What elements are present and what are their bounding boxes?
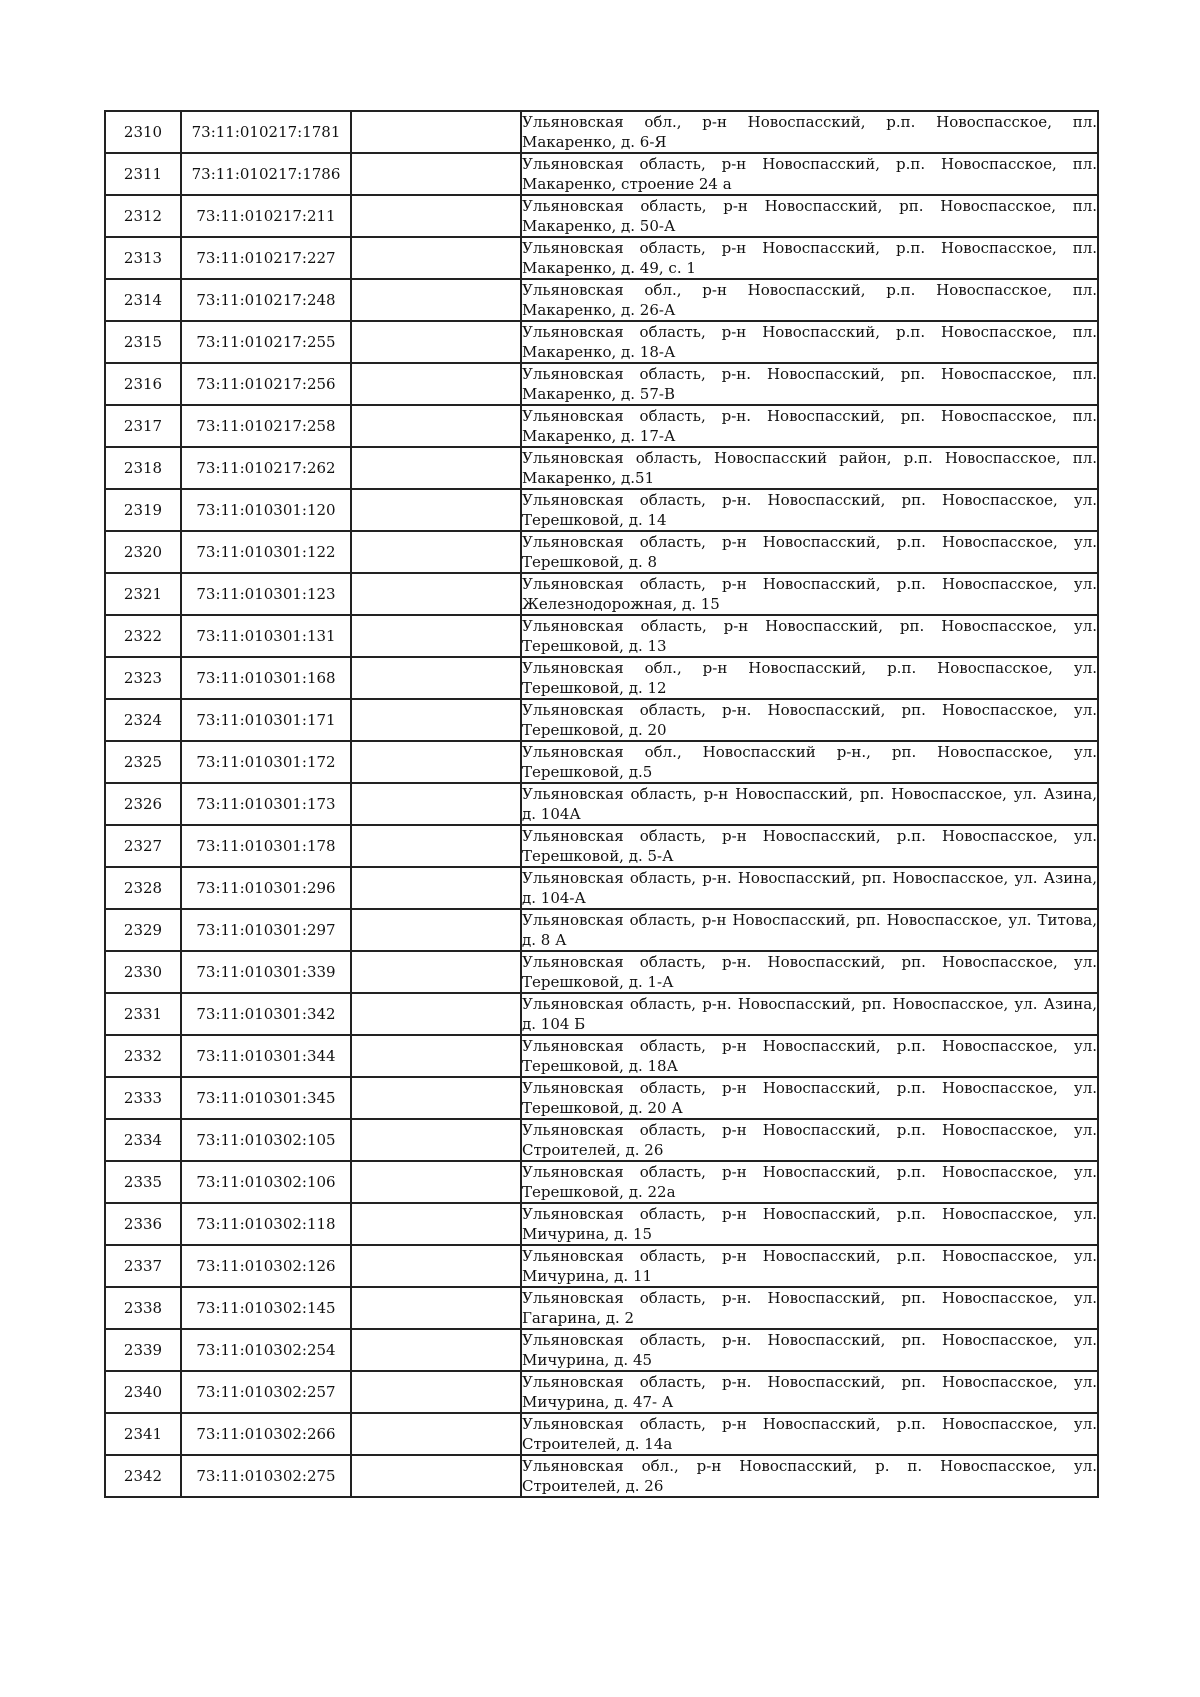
table-row — [105, 405, 1098, 447]
table-row — [105, 993, 1098, 1035]
table-row — [105, 447, 1098, 489]
table-row — [105, 825, 1098, 867]
table-row — [105, 1245, 1098, 1287]
table-row — [105, 1413, 1098, 1455]
row-number-cell: 2325 — [105, 741, 181, 783]
empty-cell — [351, 825, 521, 867]
cadastral-number-cell: 73:11:010217:1786 — [181, 153, 351, 195]
table-row — [105, 153, 1098, 195]
cadastral-number-cell: 73:11:010301:296 — [181, 867, 351, 909]
address-cell: Ульяновская область, р-н. Новоспасский, рп. Новоспасское, пл. Макаренко, д. 17-А — [522, 407, 1097, 445]
empty-cell — [351, 1077, 521, 1119]
row-number-cell: 2310 — [105, 111, 181, 153]
address-cell: Ульяновская область, р-н Новоспасский, р.п. Новоспасское, ул. Терешковой, д. 8 — [522, 533, 1097, 571]
address-cell: Ульяновская область, р-н. Новоспасский, рп. Новоспасское, ул. Азина, д. 104-А — [522, 869, 1097, 907]
cadastral-number-cell: 73:11:010301:344 — [181, 1035, 351, 1077]
empty-cell — [351, 1413, 521, 1455]
address-cell: Ульяновская область, р-н Новоспасский, р.п. Новоспасское, ул. Мичурина, д. 15 — [522, 1205, 1097, 1243]
row-number-cell: 2312 — [105, 195, 181, 237]
cadastral-number-cell: 73:11:010302:118 — [181, 1203, 351, 1245]
address-cell: Ульяновская обл., р-н Новоспасский, р. п. Новоспасское, ул. Строителей, д. 26 — [522, 1457, 1097, 1495]
row-number-cell: 2328 — [105, 867, 181, 909]
address-cell: Ульяновская область, р-н. Новоспасский, рп. Новоспасское, ул. Терешковой, д. 20 — [522, 701, 1097, 739]
row-number-cell: 2316 — [105, 363, 181, 405]
table-body — [105, 111, 1098, 1497]
table-row — [105, 363, 1098, 405]
table-row — [105, 1161, 1098, 1203]
empty-cell — [351, 615, 521, 657]
address-cell: Ульяновская область, р-н Новоспасский, р.п. Новоспасское, пл. Макаренко, д. 49, с. 1 — [522, 239, 1097, 277]
empty-cell — [351, 1371, 521, 1413]
row-number-cell: 2333 — [105, 1077, 181, 1119]
row-number-cell: 2342 — [105, 1455, 181, 1497]
row-number-cell: 2327 — [105, 825, 181, 867]
table-row — [105, 1119, 1098, 1161]
address-cell: Ульяновская область, р-н Новоспасский, рп. Новоспасское, ул. Азина, д. 104А — [522, 785, 1097, 823]
empty-cell — [351, 405, 521, 447]
table-row — [105, 237, 1098, 279]
empty-cell — [351, 867, 521, 909]
table-row — [105, 1203, 1098, 1245]
cadastral-number-cell: 73:11:010302:106 — [181, 1161, 351, 1203]
row-number-cell: 2322 — [105, 615, 181, 657]
row-number-cell: 2330 — [105, 951, 181, 993]
row-number-cell: 2338 — [105, 1287, 181, 1329]
row-number-cell: 2313 — [105, 237, 181, 279]
address-cell: Ульяновская область, р-н Новоспасский, р.п. Новоспасское, ул. Строителей, д. 14а — [522, 1415, 1097, 1453]
address-cell: Ульяновская область, р-н. Новоспасский, рп. Новоспасское, ул. Азина, д. 104 Б — [522, 995, 1097, 1033]
address-cell: Ульяновская область, р-н Новоспасский, рп. Новоспасское, пл. Макаренко, д. 50-А — [522, 197, 1097, 235]
address-cell: Ульяновская область, р-н Новоспасский, рп. Новоспасское, ул. Титова, д. 8 А — [522, 911, 1097, 949]
empty-cell — [351, 1329, 521, 1371]
cadastral-number-cell: 73:11:010217:248 — [181, 279, 351, 321]
empty-cell — [351, 1161, 521, 1203]
empty-cell — [351, 951, 521, 993]
address-cell: Ульяновская область, р-н Новоспасский, р.п. Новоспасское, ул. Железнодорожная, д. 15 — [522, 575, 1097, 613]
empty-cell — [351, 279, 521, 321]
cadastral-number-cell: 73:11:010301:178 — [181, 825, 351, 867]
empty-cell — [351, 783, 521, 825]
table-row — [105, 1287, 1098, 1329]
row-number-cell: 2331 — [105, 993, 181, 1035]
row-number-cell: 2341 — [105, 1413, 181, 1455]
address-cell: Ульяновская область, р-н Новоспасский, р.п. Новоспасское, ул. Мичурина, д. 11 — [522, 1247, 1097, 1285]
empty-cell — [351, 909, 521, 951]
cadastral-number-cell: 73:11:010217:258 — [181, 405, 351, 447]
row-number-cell: 2332 — [105, 1035, 181, 1077]
cadastral-number-cell: 73:11:010302:266 — [181, 1413, 351, 1455]
row-number-cell: 2320 — [105, 531, 181, 573]
cadastral-number-cell: 73:11:010301:297 — [181, 909, 351, 951]
address-cell: Ульяновская область, р-н. Новоспасский, рп. Новоспасское, ул. Мичурина, д. 47- А — [522, 1373, 1097, 1411]
table-row — [105, 909, 1098, 951]
table-row — [105, 783, 1098, 825]
table-row — [105, 1455, 1098, 1497]
row-number-cell: 2318 — [105, 447, 181, 489]
row-number-cell: 2337 — [105, 1245, 181, 1287]
address-cell: Ульяновская область, р-н Новоспасский, р.п. Новоспасское, ул. Терешковой, д. 22а — [522, 1163, 1097, 1201]
address-cell: Ульяновская область, р-н Новоспасский, р.п. Новоспасское, ул. Терешковой, д. 18А — [522, 1037, 1097, 1075]
address-cell: Ульяновская область, р-н. Новоспасский, рп. Новоспасское, ул. Терешковой, д. 1-А — [522, 953, 1097, 991]
cadastral-number-cell: 73:11:010301:339 — [181, 951, 351, 993]
row-number-cell: 2340 — [105, 1371, 181, 1413]
table-row — [105, 615, 1098, 657]
empty-cell — [351, 1119, 521, 1161]
table-row — [105, 741, 1098, 783]
table-row — [105, 279, 1098, 321]
address-cell: Ульяновская область, р-н Новоспасский, р.п. Новоспасское, пл. Макаренко, д. 18-А — [522, 323, 1097, 361]
row-number-cell: 2329 — [105, 909, 181, 951]
address-cell: Ульяновская область, р-н Новоспасский, р.п. Новоспасское, ул. Строителей, д. 26 — [522, 1121, 1097, 1159]
cadastral-number-cell: 73:11:010302:126 — [181, 1245, 351, 1287]
address-cell: Ульяновская обл., р-н Новоспасский, р.п. Новоспасское, ул. Терешковой, д. 12 — [522, 659, 1097, 697]
empty-cell — [351, 1245, 521, 1287]
row-number-cell: 2336 — [105, 1203, 181, 1245]
address-cell: Ульяновская область, р-н Новоспасский, рп. Новоспасское, ул. Терешковой, д. 13 — [522, 617, 1097, 655]
empty-cell — [351, 699, 521, 741]
empty-cell — [351, 1287, 521, 1329]
empty-cell — [351, 993, 521, 1035]
address-cell: Ульяновская область, р-н. Новоспасский, рп. Новоспасское, ул. Терешковой, д. 14 — [522, 491, 1097, 529]
cadastral-registry-table — [104, 110, 1099, 1498]
cadastral-number-cell: 73:11:010301:173 — [181, 783, 351, 825]
cadastral-number-cell: 73:11:010301:123 — [181, 573, 351, 615]
cadastral-number-cell: 73:11:010301:345 — [181, 1077, 351, 1119]
empty-cell — [351, 153, 521, 195]
table-row — [105, 867, 1098, 909]
address-cell: Ульяновская область, Новоспасский район, р.п. Новоспасское, пл. Макаренко, д.51 — [522, 449, 1097, 487]
cadastral-number-cell: 73:11:010302:105 — [181, 1119, 351, 1161]
cadastral-number-cell: 73:11:010301:131 — [181, 615, 351, 657]
table-row — [105, 195, 1098, 237]
address-cell: Ульяновская обл., р-н Новоспасский, р.п. Новоспасское, пл. Макаренко, д. 6-Я — [522, 113, 1097, 151]
empty-cell — [351, 531, 521, 573]
table-row — [105, 1077, 1098, 1119]
table-row — [105, 489, 1098, 531]
table-row — [105, 111, 1098, 153]
table-row — [105, 1329, 1098, 1371]
empty-cell — [351, 111, 521, 153]
empty-cell — [351, 1455, 521, 1497]
address-cell: Ульяновская область, р-н. Новоспасский, рп. Новоспасское, ул. Гагарина, д. 2 — [522, 1289, 1097, 1327]
table-row — [105, 531, 1098, 573]
empty-cell — [351, 447, 521, 489]
row-number-cell: 2319 — [105, 489, 181, 531]
row-number-cell: 2314 — [105, 279, 181, 321]
cadastral-number-cell: 73:11:010302:257 — [181, 1371, 351, 1413]
empty-cell — [351, 1203, 521, 1245]
row-number-cell: 2334 — [105, 1119, 181, 1161]
cadastral-number-cell: 73:11:010217:256 — [181, 363, 351, 405]
empty-cell — [351, 195, 521, 237]
cadastral-number-cell: 73:11:010217:255 — [181, 321, 351, 363]
row-number-cell: 2326 — [105, 783, 181, 825]
cadastral-number-cell: 73:11:010217:1781 — [181, 111, 351, 153]
empty-cell — [351, 237, 521, 279]
empty-cell — [351, 573, 521, 615]
empty-cell — [351, 1035, 521, 1077]
cadastral-number-cell: 73:11:010301:171 — [181, 699, 351, 741]
cadastral-number-cell: 73:11:010301:172 — [181, 741, 351, 783]
address-cell: Ульяновская область, р-н Новоспасский, р.п. Новоспасское, ул. Терешковой, д. 20 А — [522, 1079, 1097, 1117]
cadastral-number-cell: 73:11:010301:122 — [181, 531, 351, 573]
table-row — [105, 573, 1098, 615]
empty-cell — [351, 363, 521, 405]
address-cell: Ульяновская область, р-н. Новоспасский, рп. Новоспасское, ул. Мичурина, д. 45 — [522, 1331, 1097, 1369]
cadastral-number-cell: 73:11:010301:168 — [181, 657, 351, 699]
empty-cell — [351, 489, 521, 531]
address-cell: Ульяновская обл., р-н Новоспасский, р.п. Новоспасское, пл. Макаренко, д. 26-А — [522, 281, 1097, 319]
cadastral-number-cell: 73:11:010302:145 — [181, 1287, 351, 1329]
table-row — [105, 699, 1098, 741]
address-cell: Ульяновская область, р-н Новоспасский, р.п. Новоспасское, ул. Терешковой, д. 5-А — [522, 827, 1097, 865]
row-number-cell: 2323 — [105, 657, 181, 699]
empty-cell — [351, 741, 521, 783]
table-row — [105, 1371, 1098, 1413]
table-row — [105, 321, 1098, 363]
address-cell: Ульяновская область, р-н. Новоспасский, рп. Новоспасское, пл. Макаренко, д. 57-В — [522, 365, 1097, 403]
cadastral-number-cell: 73:11:010217:211 — [181, 195, 351, 237]
table-row — [105, 951, 1098, 993]
address-cell: Ульяновская обл., Новоспасский р-н., рп. Новоспасское, ул. Терешковой, д.5 — [522, 743, 1097, 781]
empty-cell — [351, 657, 521, 699]
row-number-cell: 2315 — [105, 321, 181, 363]
table-row — [105, 657, 1098, 699]
cadastral-number-cell: 73:11:010217:262 — [181, 447, 351, 489]
cadastral-number-cell: 73:11:010301:342 — [181, 993, 351, 1035]
row-number-cell: 2321 — [105, 573, 181, 615]
cadastral-number-cell: 73:11:010217:227 — [181, 237, 351, 279]
cadastral-number-cell: 73:11:010302:275 — [181, 1455, 351, 1497]
row-number-cell: 2317 — [105, 405, 181, 447]
cadastral-number-cell: 73:11:010301:120 — [181, 489, 351, 531]
row-number-cell: 2311 — [105, 153, 181, 195]
row-number-cell: 2339 — [105, 1329, 181, 1371]
address-cell: Ульяновская область, р-н Новоспасский, р.п. Новоспасское, пл. Макаренко, строение 24 а — [522, 155, 1097, 193]
empty-cell — [351, 321, 521, 363]
row-number-cell: 2335 — [105, 1161, 181, 1203]
table-row — [105, 1035, 1098, 1077]
cadastral-number-cell: 73:11:010302:254 — [181, 1329, 351, 1371]
row-number-cell: 2324 — [105, 699, 181, 741]
